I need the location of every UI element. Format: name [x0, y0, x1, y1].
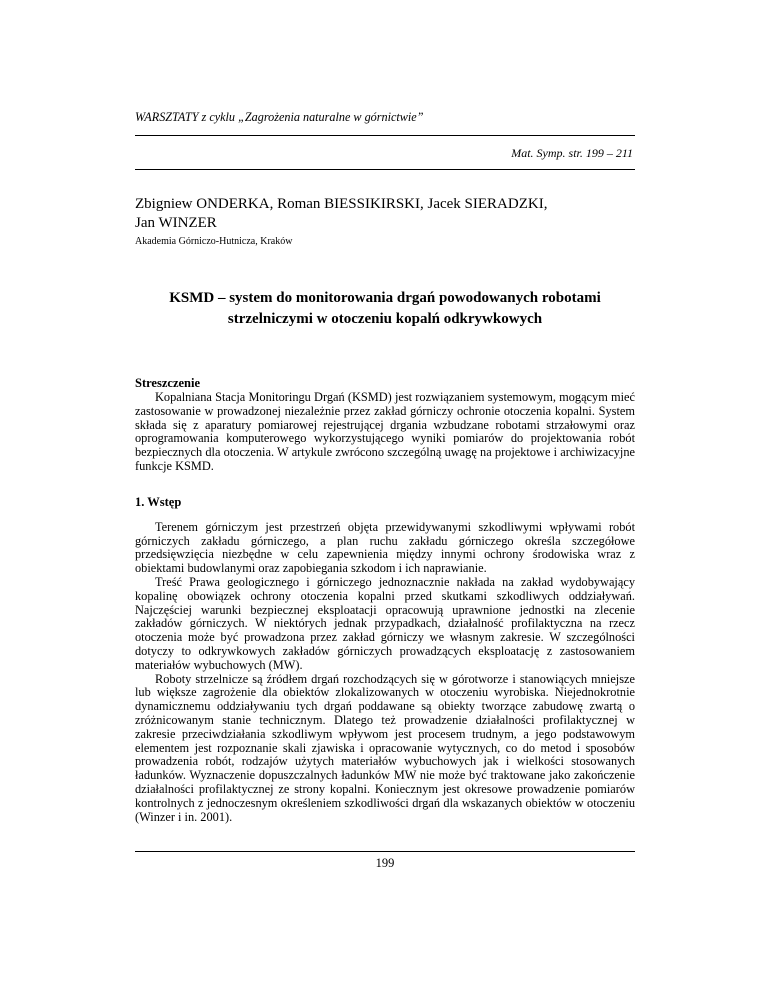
- paragraph: Roboty strzelnicze są źródłem drgań rozchodzących się w górotworze i stanowiących mniejsze lub większe zagrożenie dla obiektów zlokalizowanych w otoczeniu wyrobiska. Niejednokrotnie dynamicznemu oddziaływaniu tych drgań poddawane są obiekty tworzące zabudowę zwartą o zróżnicowanym stanie technicznym. Dlatego też prowadzenie działalności profilaktycznej w zakresie przeciwdziałania szkodliwym wpływom jest procesem trudnym, a jego podstawowym elementem jest rozpoznanie skali zjawiska i opracowanie wytycznych, co do metod i sposobów prowadzenia robót, rodzajów użytych materiałów wybuchowych jak i wielkości stosowanych ładunków. Wyznaczenie dopuszczalnych ładunków MW nie może być traktowane jako zakończenie działalności profilaktycznej ze strony kopalni. Koniecznym jest okresowe prowadzenie pomiarów kontrolnych z jednoczesnym określeniem szkodliwości drgań dla wskazanych obiektów w otoczeniu (Winzer i in. 2001).: [135, 671, 635, 824]
- symposium-reference: Mat. Symp. str. 199 – 211: [511, 146, 633, 160]
- abstract-heading: Streszczenie: [135, 376, 201, 390]
- page-footer: [135, 851, 635, 871]
- series-title: WARSZTATY z cyklu „Zagrożenia naturalne w górnictwie”: [135, 110, 424, 124]
- paper-title: KSMD – system do monitorowania drgań powodowanych robotami strzelniczymi w otoczeniu kopalń odkrywkowych: [169, 290, 601, 327]
- paragraph: Terenem górniczym jest przestrzeń objęta przewidywanymi szkodliwymi wpływami robót górniczych zakładu górniczego, a plan ruchu zakładu górniczego określa szczegółowe przedsięwzięcia niezbędne w celu zapewnienia między innymi ochrony środowiska wraz z obiektami budowlanymi oraz zapobiegania szkodom i ich naprawianie.: [135, 519, 635, 576]
- paragraph: Treść Prawa geologicznego i górniczego jednoznacznie nakłada na zakład wydobywający kopalinę obowiązek ochrony otoczenia kopalni przed skutkami szkodliwych oddziaływań. Najczęściej warunki bezpiecznej eksploatacji opracowują uprawnione jednostki na zlecenie zakładów górniczych. W niektórych jednak przypadkach, działalność profilaktyczna na rzecz otoczenia może być prowadzona przez zakład górniczy we własnym zakresie. W szczególności dotyczy to odkrywkowych zakładów górniczych prowadzących eksploatację z zastosowaniem materiałów wybuchowych (MW).: [135, 574, 635, 672]
- header-rule-bottom: [135, 169, 635, 170]
- running-header: [135, 110, 635, 170]
- section-heading-wstep: 1. Wstęp: [135, 494, 182, 509]
- authors-line-1: Zbigniew ONDERKA, Roman BIESSIKIRSKI, Jacek SIERADZKI,: [135, 196, 548, 212]
- authors-block: [135, 195, 635, 233]
- footer-rule: [135, 851, 635, 852]
- header-rule-top: [135, 135, 635, 136]
- authors-line-2: Jan WINZER: [135, 215, 217, 231]
- abstract-text: Kopalniana Stacja Monitoringu Drgań (KSMD) jest rozwiązaniem systemowym, mogącym mieć zastosowanie w prowadzonej niezależnie przez zakład górniczy ochronie otoczenia kopalni. System składa się z aparatury pomiarowej rejestrującej drgania wzbudzane robotami strzałowymi oraz oprogramowania komputerowego wykorzystującego wyniki pomiarów do projektowania robót bezpiecznych dla otoczenia. W artykule zwrócono szczególną uwagę na projektowe i archiwizacyjne funkcje KSMD.: [135, 390, 635, 473]
- affiliation: Akademia Górniczo-Hutnicza, Kraków: [135, 236, 293, 247]
- page-number: 199: [375, 856, 395, 870]
